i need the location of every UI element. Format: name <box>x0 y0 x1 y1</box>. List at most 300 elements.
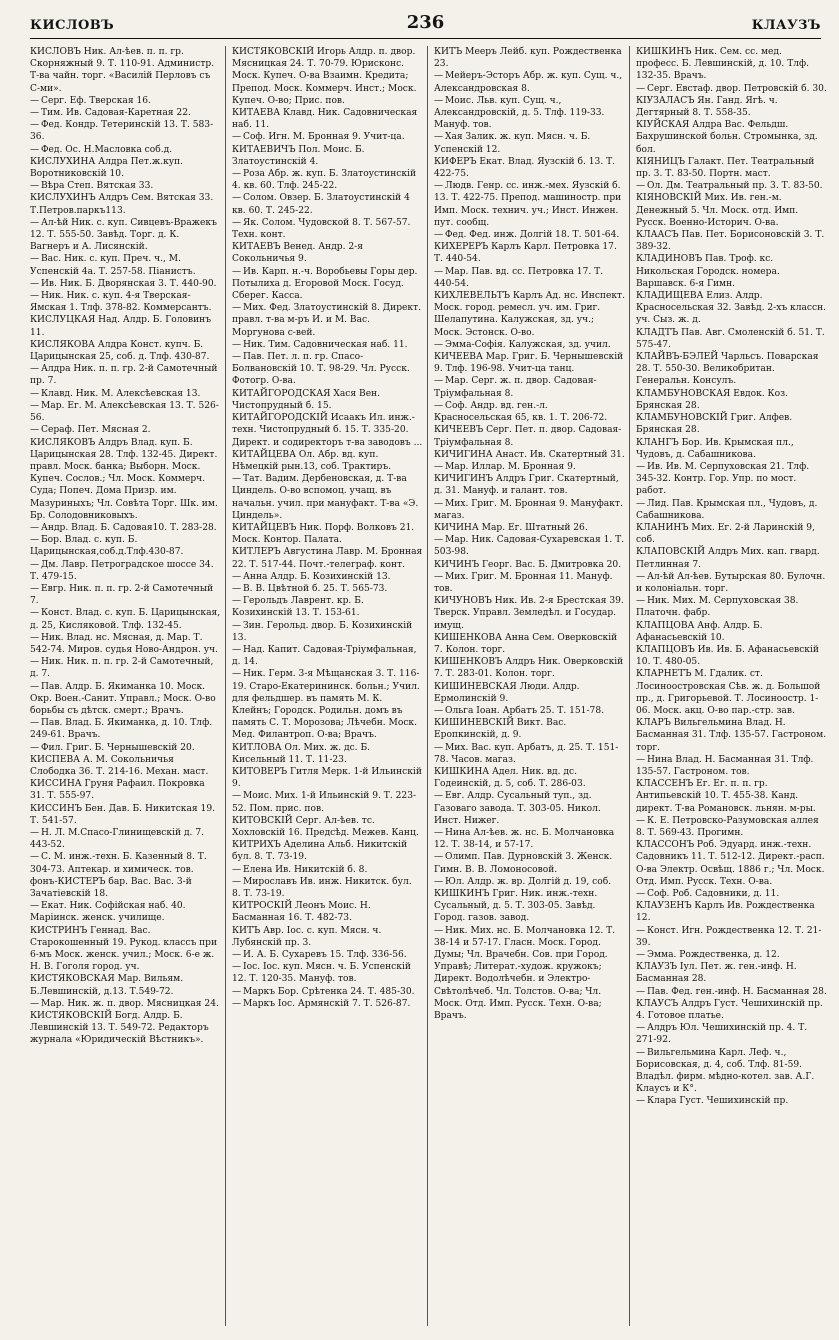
ditto-dash: — <box>636 1023 646 1034</box>
entry-text: Соф. Игн. М. Бронная 9. Учит-ца. <box>243 132 405 143</box>
entry-text: Мирославъ Ив. инж. Никитск. бул. 8. Т. 73-19. <box>232 876 415 900</box>
entry-text: Конст. Игн. Рождественка 12. Т. 21-39. <box>636 925 822 948</box>
directory-sub-entry <box>434 339 625 351</box>
entry-text: КИЧИГИНЪ Алдръ Григ. Скатертный, д. 31. Мануф. и галант. тов. <box>434 474 622 497</box>
entry-text: КИТРОСКІЙ Леонъ Моис. Н. Басманная 16. Т. 482-73. <box>232 901 374 924</box>
ditto-dash: — <box>636 1047 646 1058</box>
entry-text: КІЯНОВСКІЙ Мих. Ив. ген.-м. Денежный 5. Чл. Моск. отд. Имп. Русск. Военно-Историч. О-ва. <box>636 193 802 228</box>
directory-sub-entry <box>232 668 423 741</box>
entry-text: Дм. Лавр. Петроградское шоссе 34. Т. 479-15. <box>30 559 217 582</box>
ditto-dash: — <box>30 998 40 1009</box>
entry-text: Ал-ѣй Ник. с. куп. Сивцевъ-Вражекъ 12. Т. 555-50. Завѣд. Торг. д. К. Вагнеръ и А. Лисянскій. <box>30 217 220 253</box>
ditto-dash: — <box>434 925 444 936</box>
entry-text: Як. Солом. Чудовской 8. Т. 567-57. Техн. конт. <box>232 217 414 241</box>
directory-sub-entry <box>434 876 625 888</box>
directory-sub-entry <box>30 742 221 754</box>
ditto-dash: — <box>232 266 242 277</box>
directory-sub-entry <box>232 620 423 644</box>
ditto-dash: — <box>30 254 40 265</box>
entry-text: Мар. Пав. вд. сс. Петровка 17. Т. 440-54. <box>434 266 607 289</box>
entry-text: КИТЪ Авр. Іос. с. куп. Мясн. ч. Лубянскій пр. 3. <box>232 925 385 948</box>
directory-entry <box>232 449 423 473</box>
entry-text: КИТАЙГОРОДСКІЙ Исаакъ Ил. инж.-техн. Чистопрудный б. 15. Т. 335-20. Директ. и содиректоръ т-ва заводовъ ... <box>232 413 423 448</box>
directory-entry <box>434 290 628 339</box>
directory-sub-entry <box>636 1022 827 1046</box>
directory-sub-entry <box>232 266 423 303</box>
directory-sub-entry <box>232 961 423 985</box>
entry-text: Евг. Алдр. Сусальный туп., зд. Газоваго завода. Т. 303-05. Никол. Инст. Нижег. <box>434 791 604 826</box>
directory-entry <box>232 144 423 168</box>
entry-text: КИЧЕЕВЪ Серг. Пет. п. двор. Садовая-Тріумфальная 8. <box>434 425 622 448</box>
directory-entry <box>232 766 423 790</box>
directory-sub-entry <box>636 815 827 839</box>
directory-sub-entry <box>434 266 625 290</box>
ditto-dash: — <box>434 71 444 82</box>
directory-entry <box>434 559 625 571</box>
entry-text: КИЧЕЕВА Мар. Григ. Б. Чернышевскій 9. Тлф. 196-98. Учит-ца танц. <box>434 352 627 375</box>
ditto-dash: — <box>232 620 242 631</box>
ditto-dash: — <box>232 876 242 887</box>
directory-entry <box>232 839 423 863</box>
entry-text: КЛАССЕНЪ Ег. Ег. п. п. гр. Антипьевскій 10. Т. 455-38. Канд. директ. Т-ва Романовск. льнян. м-ры. <box>636 779 816 814</box>
directory-sub-entry <box>636 498 827 522</box>
entry-text: КІУЙСКАЯ Алдра Вас. Фельдш. Бахрушинской больн. Стромынка, зд. бол. <box>636 120 821 155</box>
ditto-dash: — <box>30 364 40 375</box>
directory-entry <box>636 95 827 119</box>
directory-entry <box>636 412 827 436</box>
entry-text: Вильгельмина Карл. Леф. ч., Борисовская, д. 4, соб. Тлф. 81-59. Владѣл. фирм. мѣдно-котел. зав. А.Г. Клаусъ и К°. <box>636 1047 818 1095</box>
entry-text: КЛАПЦОВЪ Ив. Ив. Б. Афанасьевскій 10. Т. 480-05. <box>636 644 822 668</box>
entry-text: КЛААСЪ Пав. Пет. Борисоновскій 3. Т. 389-32. <box>636 230 828 253</box>
entry-text: Вас. Ник. с. куп. Преч. ч., М. Успенскій 4а. Т. 257-58. Піанистъ. <box>30 254 196 277</box>
entry-text: КИШИНЕВСКІЙ Викт. Вас. Еропкинскій, д. 9. <box>434 718 570 741</box>
entry-text: Зин. Герольд. двор. Б. Козихинскій 13. <box>232 620 416 643</box>
entry-text: КЛАПЦОВА Анф. Алдр. Б. Афанасьевскій 10. <box>636 620 766 643</box>
ditto-dash: — <box>30 559 40 570</box>
ditto-dash: — <box>434 181 444 192</box>
ditto-dash: — <box>434 461 444 472</box>
entry-text: Соф. Андр. вд. ген.-л. Красносельская 65, кв. 1. Т. 206-72. <box>434 400 608 424</box>
directory-sub-entry <box>232 644 423 668</box>
directory-entry <box>434 241 625 265</box>
directory-entry <box>636 668 827 717</box>
directory-entry <box>232 412 423 449</box>
ditto-dash: — <box>30 535 40 546</box>
ditto-dash: — <box>232 217 242 228</box>
columns-container <box>30 46 831 1326</box>
entry-text: Ив. Ник. Б. Дворянская 3. Т. 440-90. <box>41 278 217 289</box>
directory-sub-entry <box>434 705 625 717</box>
directory-sub-entry <box>434 925 625 1023</box>
entry-text: КИСЛЯКОВЪ Алдръ Влад. куп. Б. Царицынская 28. Тлф. 132-45. Директ. правл. Моск. банка; Выборн. Моск. Купеч. Сослов.; Чл. Моск. Коммерч. Суда; Попеч. Дома Призр. им. Мазуриныхъ; Чл. Совѣта Торг. Шк. им. Бр. Солодовниковыхъ. <box>30 437 221 521</box>
entry-text: Н. Л. М.Спасо-Глинищевскій д. 7. 443-52. <box>30 828 207 851</box>
ditto-dash: — <box>636 815 646 826</box>
directory-sub-entry <box>434 498 625 522</box>
ditto-dash: — <box>30 291 40 302</box>
entry-text: КІУЗАЛАСЪ Ян. Ганд. Ягѣ. ч. Дегтярный 8. Т. 558-35. <box>636 95 781 119</box>
directory-sub-entry <box>30 717 221 741</box>
entry-text: Моис. Мих. 1-й Ильинскій 9. Т. 223-52. Пом. прис. пов. <box>232 791 417 814</box>
directory-entry <box>30 156 221 180</box>
directory-sub-entry <box>232 790 423 814</box>
ditto-dash: — <box>434 852 444 863</box>
directory-sub-entry <box>434 400 625 424</box>
entry-text: Ив. Ив. М. Серпуховская 21. Тлф. 345-32. Контр. Гор. Упр. по мост. работ. <box>636 461 812 497</box>
directory-sub-entry <box>30 559 221 583</box>
entry-text: Хая Залик. ж. куп. Мясн. ч. Б. Успенскій 12. <box>434 132 594 155</box>
ditto-dash: — <box>232 474 242 485</box>
entry-text: КИСЛЯКОВА Алдра Конст. купч. Б. Царицынская 25, соб. д. Тлф. 430-87. <box>30 339 210 363</box>
directory-sub-entry <box>30 522 221 534</box>
entry-text: Юл. Алдр. ж. вр. Долгій д. 19, соб. <box>445 876 612 887</box>
entry-text: Ол. Дм. Театральный пр. 3. Т. 83-50. <box>647 181 823 192</box>
ditto-dash: — <box>232 596 242 607</box>
entry-text: Серг. Еф. Тверская 16. <box>41 95 151 106</box>
entry-text: Фед. Фед. инж. Долгій 18. Т. 501-64. <box>445 230 620 241</box>
entry-text: КІЯНИЦЪ Галакт. Пет. Театральный пр. 3. Т. 83-50. Портн. маст. <box>636 156 818 180</box>
directory-sub-entry <box>30 900 221 924</box>
ditto-dash: — <box>232 962 242 973</box>
directory-sub-entry <box>636 949 827 961</box>
directory-sub-entry <box>434 851 625 875</box>
entry-text: Пав. Влад. Б. Якиманка, д. 10. Тлф. 249-61. Врачъ. <box>30 718 216 741</box>
entry-text: КИШКИНЪ Григ. Ник. инж.-техн. Сусальный, д. 5. Т. 303-05. Завѣд. Город. газов. завод. <box>434 889 601 924</box>
entry-text: КЛАДИЩЕВА Елиз. Алдр. Красносельская 32. Завѣд. 2-хъ классн. уч. Сыз. ж. д. <box>636 291 829 326</box>
directory-sub-entry <box>636 595 827 619</box>
entry-text: КИТАЙЦЕВА Ол. Абр. вд. куп. Нѣмецкій рын.13, соб. Трактиръ. <box>232 449 392 472</box>
ditto-dash: — <box>636 181 646 192</box>
entry-text: Ник. Ник. п. п. гр. 2-й Самотечный, д. 7. <box>30 657 217 680</box>
directory-sub-entry <box>30 656 221 680</box>
entry-text: К. Е. Петровско-Разумовская аллея 8. Т. 569-43. Прогимн. <box>636 815 822 838</box>
ditto-dash: — <box>232 864 242 875</box>
entry-text: С. М. инж.-техн. Б. Казенный 8. Т. 304-73. Аптекар. и химическ. тов. <box>30 852 210 875</box>
directory-sub-entry <box>30 363 221 387</box>
entry-text: Андр. Влад. Б. Садовая10. Т. 283-28. <box>41 522 217 533</box>
ditto-dash: — <box>30 852 40 863</box>
entry-text: Герольдъ Лаврент. кр. Б. Козихинскій 13. Т. 153-61. <box>232 596 367 619</box>
entry-text: Мар. Иллар. М. Бронная 9. <box>445 461 576 472</box>
ditto-dash: — <box>232 193 242 204</box>
ditto-dash: — <box>30 632 40 643</box>
directory-sub-entry <box>232 595 423 619</box>
directory-entry <box>636 156 827 180</box>
ditto-dash: — <box>232 583 242 594</box>
entry-text: Ник. Ник. с. куп. 4-я Тверская-Ямская 1. Тлф. 378-82. Коммерсантъ. <box>30 291 212 314</box>
directory-entry <box>636 388 827 412</box>
entry-text: Бор. Влад. с. куп. Б. Царицынская,соб.д.Тлф.430-87. <box>30 535 184 558</box>
directory-entry <box>434 473 625 497</box>
entry-text: КИТЛЕРЪ Августина Лавр. М. Бронная 22. Т. 517-44. Почт.-телеграф. конт. <box>232 547 426 570</box>
ditto-dash: — <box>30 425 40 436</box>
ditto-dash: — <box>434 230 444 241</box>
directory-sub-entry <box>232 583 423 595</box>
entry-text: Пав. Алдр. Б. Якиманка 10. Моск. Окр. Воен.-Санит. Управл.; Моск. О-во борьбы съ дѣтск. смерт.; Врачъ. <box>30 681 219 716</box>
ditto-dash: — <box>636 571 646 582</box>
entry-text: КЛАНГЪ Бор. Ив. Крымская пл., Чудовъ, д. Сабашникова. <box>636 437 797 460</box>
entry-text: КИЧИНА Мар. Ег. Штатный 26. <box>434 522 588 533</box>
directory-entry <box>30 803 221 827</box>
ditto-dash: — <box>434 498 444 509</box>
entry-text: КЛАЙВЪ-БЭЛЕЙ Чарльсъ. Поварская 28. Т. 550-30. Великобритан. Генеральн. Консулъ. <box>636 352 822 387</box>
ditto-dash: — <box>434 791 444 802</box>
entry-text: Ник. Тим. Садовническая наб. 11. <box>243 339 408 350</box>
directory-entry <box>434 46 625 70</box>
entry-text: КЛАУЗЕНЪ Карлъ Ив. Рождественка 12. <box>636 901 818 924</box>
directory-sub-entry <box>30 253 221 277</box>
entry-text: КИСЛОВЪ Ник. Ал-ѣев. п. п. гр. Скорняжный 9. Т. 110-91. Администр. Т-ва чайн. торг. «Василій Перловъ съ С-ми». <box>30 47 218 94</box>
ditto-dash: — <box>232 950 242 961</box>
directory-sub-entry <box>30 851 221 875</box>
directory-entry <box>636 900 827 924</box>
ditto-dash: — <box>434 376 444 387</box>
column-3 <box>434 46 630 1326</box>
ditto-dash: — <box>30 522 40 533</box>
directory-entry <box>434 717 625 741</box>
directory-entry <box>232 546 426 570</box>
directory-sub-entry <box>30 119 221 143</box>
directory-sub-entry <box>30 388 221 400</box>
entry-text: Клавд. Ник. М. Алексѣевская 13. <box>41 388 201 399</box>
entry-text: Пав. Пет. л. п. гр. Спасо-Болвановскій 10. Т. 98-29. Чл. Русск. Фотогр. О-ва. <box>232 352 413 387</box>
entry-text: КИТЪ Мееръ Лейб. куп. Рождественка 23. <box>434 47 625 70</box>
ditto-dash: — <box>232 644 242 655</box>
directory-entry <box>636 644 827 668</box>
directory-sub-entry <box>232 168 423 192</box>
column-2 <box>232 46 428 1326</box>
entry-text: КИСТЯКОВСКІЙ Игорь Алдр. п. двор. Мясницкая 24. Т. 70-79. Юрисконс. Моск. Купеч. О-ва Взаимн. Кредита; Препод. Моск. Коммерч. Инст.; Моск. Купеч. О-во; Прис. пов. <box>232 47 420 106</box>
directory-entry <box>434 656 625 680</box>
directory-entry <box>232 900 423 924</box>
entry-text: Клара Густ. Чешихинскій пр. <box>647 1096 789 1107</box>
directory-sub-entry <box>30 290 221 314</box>
ditto-dash: — <box>30 217 40 228</box>
ditto-dash: — <box>636 1096 646 1107</box>
entry-text: Мих. Вас. куп. Арбатъ, д. 25. Т. 151-78. Часов. магаз. <box>434 742 619 765</box>
directory-entry <box>636 351 827 388</box>
column-1 <box>30 46 226 1326</box>
entry-text: Фед. Ос. Н.Масловка соб.д. <box>41 144 173 155</box>
entry-text: И. А. Б. Сухаревъ 15. Тлф. 336-56. <box>243 950 407 961</box>
ditto-dash: — <box>434 535 444 546</box>
directory-entry <box>232 107 423 131</box>
ditto-dash: — <box>232 791 242 802</box>
directory-entry <box>232 522 423 546</box>
entry-text: Мар. Ник. ж. п. двор. Мясницкая 24. <box>41 998 219 1009</box>
directory-sub-entry <box>636 925 827 949</box>
ditto-dash: — <box>232 339 242 350</box>
entry-text: КЛАРЪ Вильгельмина Влад. Н. Басманная 31. Тлф. 135-57. Гастроном. торг. <box>636 718 830 753</box>
directory-sub-entry <box>434 534 628 558</box>
entry-text: Эмма. Рождественка, д. 12. <box>647 950 780 961</box>
directory-sub-entry <box>30 998 221 1010</box>
directory-entry <box>232 46 423 107</box>
directory-entry <box>636 437 827 461</box>
running-head-left: КИСЛОВЪ <box>30 18 115 33</box>
directory-entry <box>636 119 827 156</box>
directory-sub-entry <box>232 192 423 216</box>
directory-entry <box>434 449 625 461</box>
entry-text: Вѣра Степ. Вятская 33. <box>41 181 154 192</box>
directory-sub-entry <box>232 473 423 522</box>
directory-sub-entry <box>434 827 625 851</box>
directory-sub-entry <box>232 571 423 583</box>
entry-text: КЛАССОНЪ Роб. Эдуард. инж.-техн. Садовникъ 11. Т. 512-12. Директ.-расп. О-ва Электр. Освѣщ. 1886 г.; Чл. Моск. Отд. Имп. Русск. Техн. О-ва. <box>636 840 828 887</box>
entry-text: КИТАЙГОРОДСКАЯ Хася Вен. Чистопрудный б. 15. <box>232 388 383 411</box>
entry-text: Фед. Кондр. Тетеринскій 13. Т. 583-36. <box>30 120 214 143</box>
directory-sub-entry <box>434 131 625 155</box>
directory-entry <box>434 595 625 632</box>
directory-sub-entry <box>434 461 625 473</box>
directory-entry <box>636 192 827 229</box>
entry-text: Мих. Фед. Златоустинскій 8. Директ. правл. т-ва м-ръ И. и М. Вас. Моргунова с-вей. <box>232 303 424 338</box>
entry-text: КИХЕРЕРЪ Карлъ Карл. Петровка 17. Т. 440-54. <box>434 242 620 265</box>
directory-entry <box>636 961 827 985</box>
directory-sub-entry <box>232 339 423 351</box>
ditto-dash: — <box>30 742 40 753</box>
entry-text: КЛАДИНОВЪ Пав. Троф. кс. Никольская Городск. номера. Варшавск. 6-я Гимн. <box>636 254 783 289</box>
entry-text: В. В. Цвѣтной б. 25. Т. 565-73. <box>243 583 388 594</box>
entry-text: КИТОВСКІЙ Серг. Ал-ѣев. тс. Хохловскій 16. Предсѣд. Межев. Канц. <box>232 815 419 838</box>
entry-text: КИТРИХЪ Аделина Альб. Никитскій бул. 8. Т. 73-19. <box>232 840 411 863</box>
entry-text: КИССИНЪ Бен. Дав. Б. Никитская 19. Т. 541-57. <box>30 803 218 826</box>
entry-text: Лид. Пав. Крымская пл., Чудовъ, д. Сабашникова. <box>636 498 821 521</box>
entry-text: КИЧИНЪ Георг. Вас. Б. Дмитровка 20. <box>434 559 622 570</box>
entry-text: КИШЕНКОВЪ Алдръ Ник. Оверковскій 7. Т. 283-01. Колон. торг. <box>434 657 627 680</box>
entry-text: КЛАУЗЪ Іул. Пет. ж. ген.-инф. Н. Басманная 28. <box>636 962 800 985</box>
entry-text: КЛАМБУНОВСКАЯ Евдок. Коз. Брянская 28. <box>636 388 791 411</box>
ditto-dash: — <box>30 828 40 838</box>
page-number: 236 <box>406 12 445 33</box>
entry-text: Мар. Серг. ж. п. двор. Садовая-Тріумфальная 8. <box>434 376 597 399</box>
directory-sub-entry <box>434 229 625 241</box>
ditto-dash: — <box>636 889 646 900</box>
entry-text: КИСТЯКОВСКІЙ Богд. Алдр. Б. Левшинскій 13. Т. 549-72. Редакторъ журнала «Юридическій Вѣстникъ». <box>30 1011 212 1046</box>
directory-entry <box>232 388 423 412</box>
ditto-dash: — <box>30 181 40 192</box>
directory-entry <box>636 522 827 546</box>
directory-entry <box>636 717 830 754</box>
directory-sub-entry <box>232 949 423 961</box>
directory-entry <box>636 998 827 1022</box>
directory-sub-entry <box>30 144 221 156</box>
directory-entry <box>232 742 423 766</box>
directory-entry <box>30 339 221 363</box>
entry-text: КИХЛЕВЕЛЬТЪ Карлъ Ад. нс. Инспект. Моск. город. ремесл. уч. им. Григ. Шелапутина. Калужская, зд. уч.; Моск. Эстонск. О-во. <box>434 291 628 338</box>
ditto-dash: — <box>434 400 444 411</box>
directory-sub-entry <box>30 217 221 254</box>
entry-text: Конст. Влад. с. куп. Б. Царицынская, д. 25, Кисляковой. Тлф. 132-45. <box>30 608 224 631</box>
ditto-dash: — <box>636 461 646 472</box>
directory-sub-entry <box>434 70 625 94</box>
entry-text: Ник. Герм. 3-я Мѣщанская 3. Т. 116-19. Старо-Екатерининск. больн.; Учил. для фельдшер. въ память М. К. Клейнъ; Городск. Родильн. домъ въ память С. Т. Морозова; Лѣчебн. Моск. Мед. Филантроп. О-ва; Врачъ. <box>232 669 423 741</box>
directory-entry <box>30 754 221 778</box>
ditto-dash: — <box>636 596 646 607</box>
entry-text: Ник. Мих. нс. Б. Молчановка 12. Т. 38-14 и 57-17. Гласн. Моск. Город. Думы; Чл. Врачебн. Сов. при Город. Управѣ; Литерат.-худож. кружокъ; Директ. Водолѣчебн. и Электро-Свѣтолѣчеб. Чл. Толстов. О-ва; Чл. Моск. Отд. Имп. Русск. Техн. О-ва; Врачъ. <box>434 925 619 1022</box>
entry-text: Ник. Мих. М. Серпуховская 38. Платочн. фабр. <box>636 596 802 619</box>
directory-sub-entry <box>30 827 221 851</box>
directory-entry <box>30 46 221 95</box>
directory-sub-entry <box>636 888 827 900</box>
ditto-dash: — <box>434 828 444 838</box>
directory-sub-entry <box>30 583 221 607</box>
entry-text: КИСЛУХИНА Алдра Пет.ж.куп. Воротниковскій 10. <box>30 156 186 180</box>
entry-text: КЛАДТЪ Пав. Авг. Смоленскій б. 51. Т. 575-47. <box>636 327 828 350</box>
entry-text: Нина Ал-ѣев. ж. нс. Б. Молчановка 12. Т. 38-14, и 57-17. <box>434 828 618 851</box>
directory-entry <box>434 766 625 790</box>
entry-text: фонъ-КИСТЕРЪ бар. Вас. Вас. 3-й Зачатіевскій 18. <box>30 876 195 900</box>
entry-text: КИСЛУЦКАЯ Над. Алдр. Б. Головинъ 11. <box>30 315 214 338</box>
entry-text: Анна Алдр. Б. Козихинскій 13. <box>243 571 391 582</box>
directory-sub-entry <box>30 278 221 290</box>
directory-sub-entry <box>636 461 827 498</box>
ditto-dash: — <box>30 278 40 289</box>
entry-text: КИСЛУХИНЪ Алдръ Сем. Вятская 33. Т.Петров.паркъ113. <box>30 193 217 216</box>
entry-text: Олимп. Пав. Дурновскій 3. Женск. Гимн. В. В. Ломоносовой. <box>434 852 616 875</box>
entry-text: КИТАЕВЪ Венед. Андр. 2-я Сокольничья 9. <box>232 242 366 265</box>
ditto-dash: — <box>30 400 40 411</box>
entry-text: Тат. Вадим. Дербеновская, д. Т-ва Циндель. О-во вспомоц. учащ. въ начальн. учил. при мануфакт. Т-ва «Э. Циндель». <box>232 474 422 521</box>
entry-text: КИСТЯКОВСКАЯ Мар. Вильям. Б.Левшинскій, д.13. Т.549-72. <box>30 974 187 997</box>
directory-sub-entry <box>434 375 625 399</box>
entry-text: Нина Влад. Н. Басманная 31. Тлф. 135-57. Гастроном. тов. <box>636 754 817 777</box>
ditto-dash: — <box>434 132 444 143</box>
directory-entry <box>636 546 827 570</box>
ditto-dash: — <box>434 571 444 582</box>
page-header <box>30 12 821 39</box>
ditto-dash: — <box>30 144 40 155</box>
directory-sub-entry <box>434 742 625 766</box>
directory-sub-entry <box>636 986 827 998</box>
entry-text: КЛАРНЕТЪ М. Гдалик. ст. Лосиноостровская Сѣв. ж. д. Большой пр., д. Григорьевой. Т. Лосиноостр. 1-06. Моск. акц. О-во пар.-стр. зав. <box>636 669 824 716</box>
ditto-dash: — <box>636 83 646 94</box>
entry-text: Фил. Григ. Б. Чернышевскій 20. <box>41 742 195 753</box>
directory-entry <box>636 253 827 290</box>
entry-text: КИТАЕВИЧЪ Пол. Моис. Б. Златоустинскій 4. <box>232 144 368 167</box>
entry-text: Людв. Генр. сс. инж.-мех. Яузскій б. 13. Т. 422-75. Препод. машиностр. при Имп. Моск. технич. уч.; Инст. Инжен. пут. сообщ. <box>434 181 625 228</box>
directory-sub-entry <box>30 424 221 436</box>
ditto-dash: — <box>434 705 444 716</box>
entry-text: Тим. Ив. Садовая-Каретная 22. <box>41 108 191 119</box>
directory-sub-entry <box>636 180 827 192</box>
entry-text: Мих. Григ. М. Бронная 11. Мануф. тов. <box>434 571 616 594</box>
ditto-dash: — <box>232 132 242 143</box>
entry-text: КЛАМБУНОВСКІЙ Григ. Алфев. Брянская 28. <box>636 413 796 436</box>
entry-text: Ив. Карп. н.-ч. Воробьевы Горы дер. Потылиха д. Егоровой Моск. Госуд. Сберег. Касса. <box>232 266 421 302</box>
entry-text: КЛАПОВСКІЙ Алдръ Мих. кап. гвард. Петлинная 7. <box>636 547 823 570</box>
directory-entry <box>232 241 423 265</box>
entry-text: КИТОВЕРЪ Гитля Мерк. 1-й Ильинскій 9. <box>232 766 425 790</box>
entry-text: Маркъ Бор. Срѣтенка 24. Т. 485-30. <box>243 986 415 997</box>
directory-entry <box>30 437 221 522</box>
directory-sub-entry <box>232 876 423 900</box>
ditto-dash: — <box>232 352 242 363</box>
ditto-dash: — <box>30 95 40 106</box>
directory-entry <box>232 815 423 839</box>
directory-entry <box>636 778 827 815</box>
entry-text: КИШКИНЪ Ник. Сем. сс. мед. професс. Б. Левшинскій, д. 10. Тлф. 132-35. Врачъ. <box>636 47 812 82</box>
ditto-dash: — <box>232 571 242 582</box>
ditto-dash: — <box>30 388 40 399</box>
ditto-dash: — <box>636 925 646 936</box>
entry-text: КИШЕНКОВА Анна Сем. Оверковскій 7. Колон. торг. <box>434 632 621 655</box>
ditto-dash: — <box>434 95 444 106</box>
entry-text: Пав. Фед. ген.-инф. Н. Басманная 28. <box>647 986 827 997</box>
directory-sub-entry <box>636 83 827 95</box>
ditto-dash: — <box>232 986 242 997</box>
entry-text: Ал-ѣй Ал-ѣев. Бутырская 80. Булочн. и колоніальн. торг. <box>636 571 829 594</box>
entry-text: Эмма-Софія. Калужская, зд. учил. <box>445 339 611 350</box>
